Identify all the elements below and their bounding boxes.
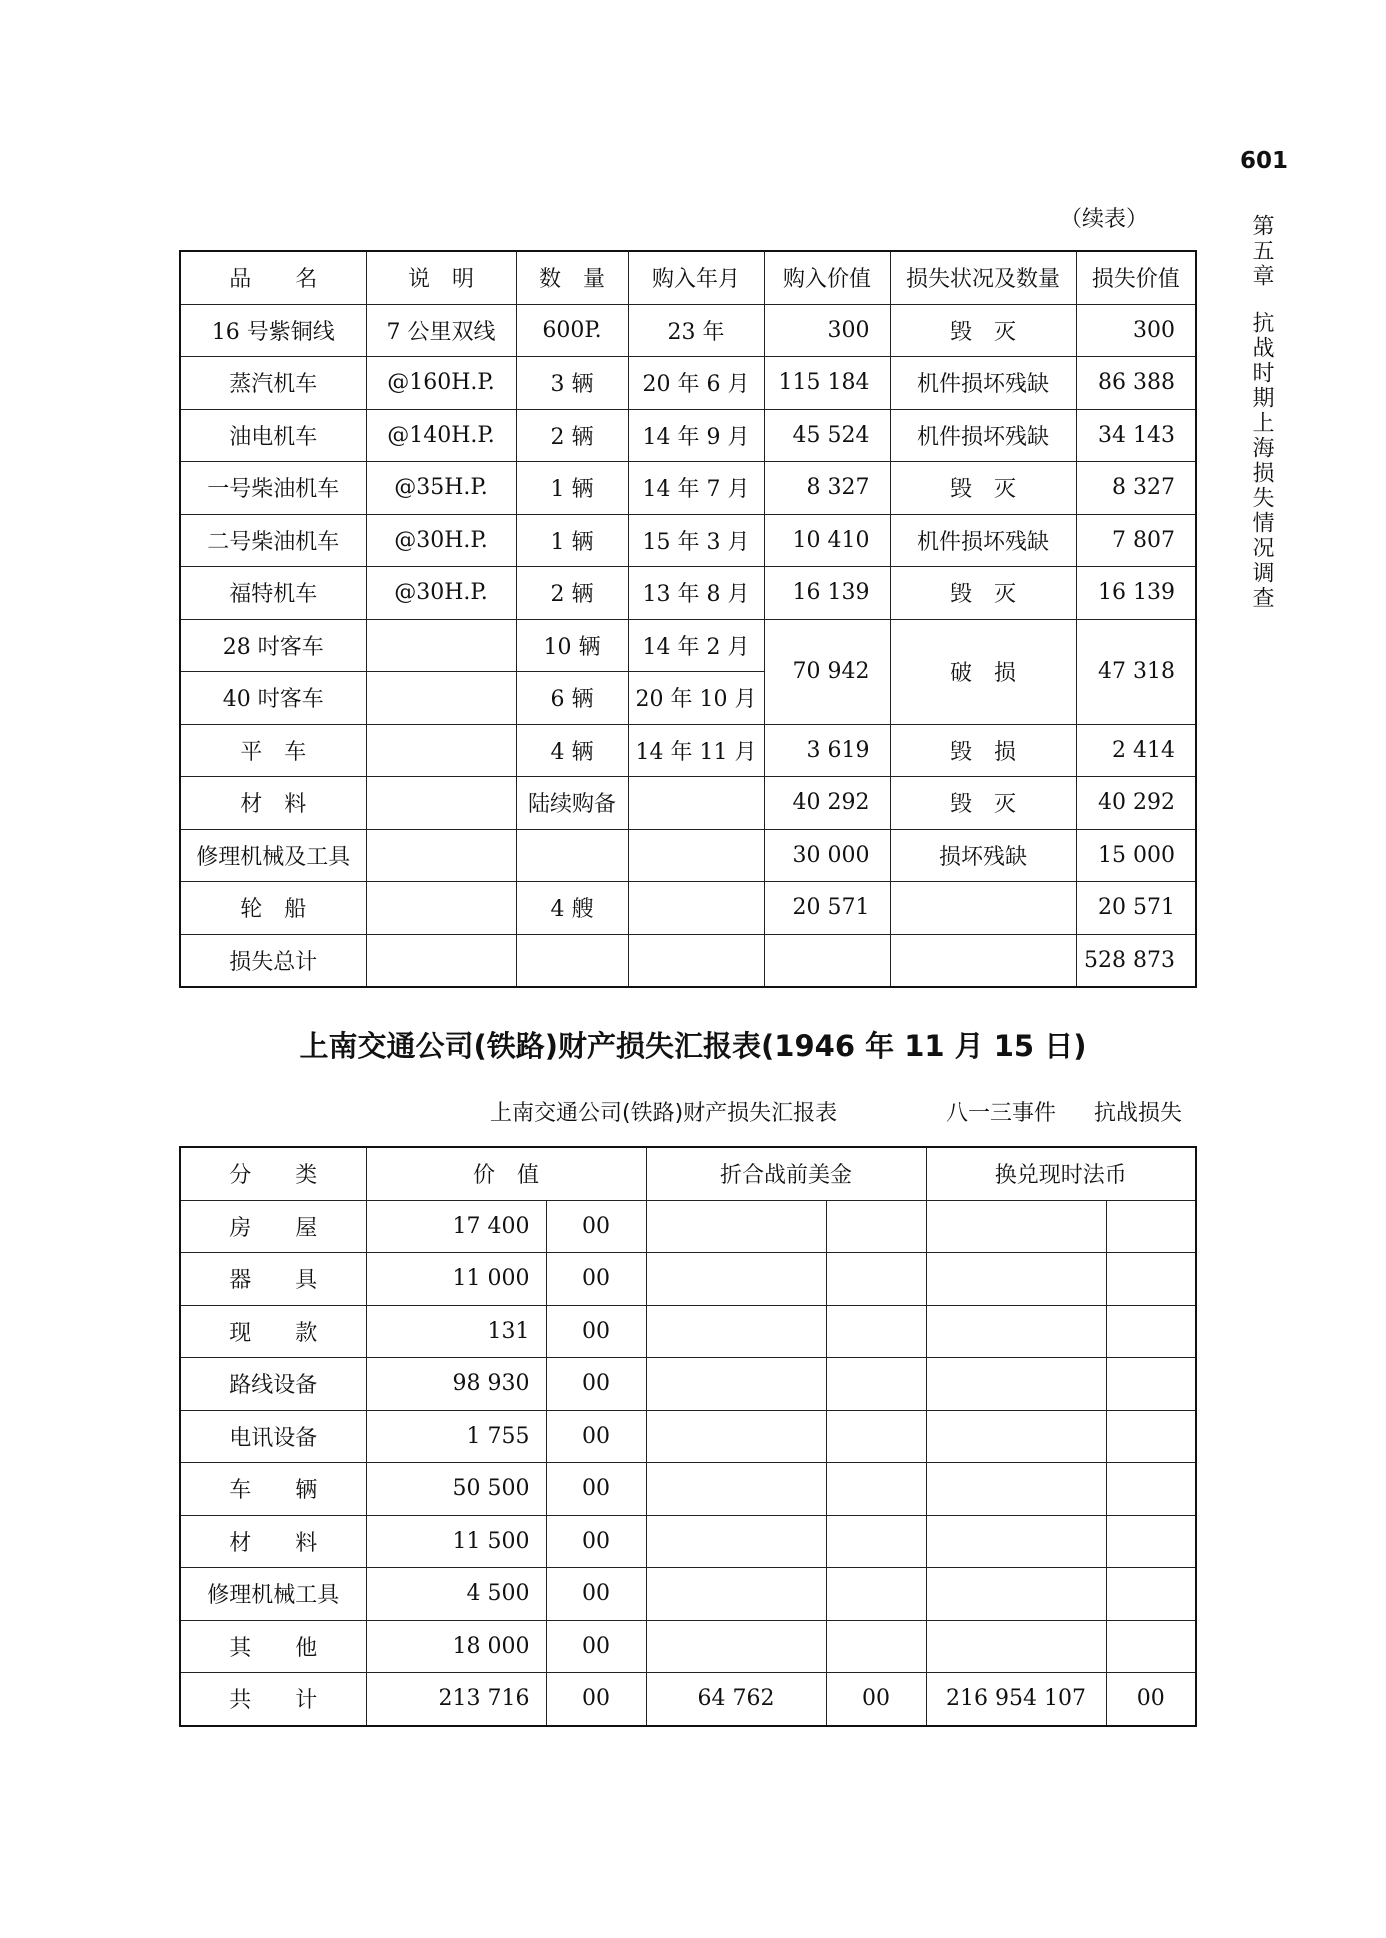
- value: 11 000: [366, 1253, 546, 1306]
- item-desc: @160H.P.: [366, 357, 516, 410]
- item-qty: [516, 934, 628, 987]
- item-desc: @35H.P.: [366, 462, 516, 515]
- usd: [646, 1200, 826, 1253]
- fabi: [926, 1463, 1106, 1516]
- fabi-cents: [1106, 1358, 1196, 1411]
- value-cents: 00: [546, 1410, 646, 1463]
- item-name: 蒸汽机车: [180, 357, 366, 410]
- value: 11 500: [366, 1515, 546, 1568]
- value-cents: 00: [546, 1200, 646, 1253]
- item-date: [628, 777, 764, 830]
- item-desc: [366, 934, 516, 987]
- usd-cents: [826, 1410, 926, 1463]
- item-qty: 1 辆: [516, 462, 628, 515]
- item-name: 轮 船: [180, 882, 366, 935]
- item-qty: 2 辆: [516, 567, 628, 620]
- item-status: [890, 882, 1076, 935]
- value-cents: 00: [546, 1620, 646, 1673]
- continued-label: （续表）: [1060, 207, 1149, 232]
- item-name: 材 料: [180, 777, 366, 830]
- item-name: 福特机车: [180, 567, 366, 620]
- fabi-cents: [1106, 1620, 1196, 1673]
- item-name: 损失总计: [180, 934, 366, 987]
- table-row: [180, 357, 1196, 410]
- item-price: 10 410: [764, 514, 890, 567]
- item-loss: 86 388: [1076, 357, 1196, 410]
- item-date: 14 年 9 月: [628, 409, 764, 462]
- item-loss: 7 807: [1076, 514, 1196, 567]
- item-price: 8 327: [764, 462, 890, 515]
- value: 1 755: [366, 1410, 546, 1463]
- item-date: [628, 829, 764, 882]
- usd: [646, 1515, 826, 1568]
- item-name: 修理机械及工具: [180, 829, 366, 882]
- item-qty: 10 辆: [516, 619, 628, 672]
- usd-cents: [826, 1620, 926, 1673]
- value: 18 000: [366, 1620, 546, 1673]
- value: 131: [366, 1305, 546, 1358]
- item-name: 油电机车: [180, 409, 366, 462]
- usd: [646, 1463, 826, 1516]
- item-qty: 600P.: [516, 304, 628, 357]
- header-item-name: 品 名: [180, 251, 366, 304]
- item-qty: 2 辆: [516, 409, 628, 462]
- fabi: 216 954 107: [926, 1673, 1106, 1726]
- item-name: 16 号紫铜线: [180, 304, 366, 357]
- header-loss-status: 损失状况及数量: [890, 251, 1076, 304]
- table-row: [180, 462, 1196, 515]
- item-status: 毁 灭: [890, 567, 1076, 620]
- item-loss: 34 143: [1076, 409, 1196, 462]
- item-desc: [366, 619, 516, 672]
- item-desc: @140H.P.: [366, 409, 516, 462]
- item-desc: [366, 672, 516, 725]
- form-subtitle: 上南交通公司(铁路)财产损失汇报表: [490, 1101, 838, 1126]
- item-desc: @30H.P.: [366, 514, 516, 567]
- category: 房 屋: [180, 1200, 366, 1253]
- item-price: 16 139: [764, 567, 890, 620]
- value-cents: 00: [546, 1673, 646, 1726]
- item-desc: [366, 882, 516, 935]
- document-title: 上南交通公司(铁路)财产损失汇报表(1946 年 11 月 15 日): [299, 1029, 1087, 1063]
- item-date: 13 年 8 月: [628, 567, 764, 620]
- fabi-cents: [1106, 1305, 1196, 1358]
- usd: [646, 1358, 826, 1411]
- item-qty: 3 辆: [516, 357, 628, 410]
- usd-cents: [826, 1253, 926, 1306]
- item-status: 机件损坏残缺: [890, 409, 1076, 462]
- item-loss: 20 571: [1076, 882, 1196, 935]
- item-name: 一号柴油机车: [180, 462, 366, 515]
- usd-cents: [826, 1463, 926, 1516]
- header-value: 价 值: [366, 1147, 646, 1200]
- header-purchase-value: 购入价值: [764, 251, 890, 304]
- usd-cents: [826, 1568, 926, 1621]
- fabi: [926, 1410, 1106, 1463]
- fabi: [926, 1200, 1106, 1253]
- item-name: 二号柴油机车: [180, 514, 366, 567]
- usd-cents: [826, 1200, 926, 1253]
- item-price: 20 571: [764, 882, 890, 935]
- item-qty: 1 辆: [516, 514, 628, 567]
- usd: [646, 1410, 826, 1463]
- table-row: [180, 304, 1196, 357]
- usd: [646, 1568, 826, 1621]
- category: 共 计: [180, 1673, 366, 1726]
- item-status: 毁 灭: [890, 777, 1076, 830]
- usd: [646, 1305, 826, 1358]
- item-date: [628, 882, 764, 935]
- table-row: [180, 1410, 1196, 1463]
- fabi: [926, 1305, 1106, 1358]
- item-status: 毁 灭: [890, 462, 1076, 515]
- item-date: [628, 934, 764, 987]
- table-header-row: [180, 1147, 1196, 1200]
- category-tag: 抗战损失: [1094, 1101, 1183, 1126]
- loss-summary-table: [179, 1146, 1197, 1727]
- value: 17 400: [366, 1200, 546, 1253]
- total-row: [180, 1673, 1196, 1726]
- fabi: [926, 1568, 1106, 1621]
- table-row: [180, 829, 1196, 882]
- item-status: 机件损坏残缺: [890, 357, 1076, 410]
- header-category: 分 类: [180, 1147, 366, 1200]
- item-loss: 528 873: [1076, 934, 1196, 987]
- table-header-row: [180, 251, 1196, 304]
- table-row: [180, 1568, 1196, 1621]
- item-name: 40 吋客车: [180, 672, 366, 725]
- table-row: [180, 619, 1196, 672]
- table-row: [180, 1515, 1196, 1568]
- item-desc: 7 公里双线: [366, 304, 516, 357]
- item-qty: [516, 829, 628, 882]
- category: 车 辆: [180, 1463, 366, 1516]
- table-row: [180, 1253, 1196, 1306]
- fabi: [926, 1515, 1106, 1568]
- page-number: 601: [1240, 148, 1289, 174]
- item-status: 机件损坏残缺: [890, 514, 1076, 567]
- value-cents: 00: [546, 1305, 646, 1358]
- fabi-cents: 00: [1106, 1673, 1196, 1726]
- table-row: [180, 567, 1196, 620]
- category: 器 具: [180, 1253, 366, 1306]
- usd: [646, 1253, 826, 1306]
- chapter-title: 抗战时期上海损失情况调查: [1249, 311, 1274, 611]
- header-current-fabi: 换兑现时法币: [926, 1147, 1196, 1200]
- table-row: [180, 882, 1196, 935]
- item-loss: 47 318: [1076, 619, 1196, 724]
- item-loss: 40 292: [1076, 777, 1196, 830]
- usd-cents: [826, 1305, 926, 1358]
- fabi-cents: [1106, 1253, 1196, 1306]
- fabi: [926, 1620, 1106, 1673]
- header-loss-value: 损失价值: [1076, 251, 1196, 304]
- item-qty: 陆续购备: [516, 777, 628, 830]
- value: 50 500: [366, 1463, 546, 1516]
- usd: [646, 1620, 826, 1673]
- category: 现 款: [180, 1305, 366, 1358]
- value-cents: 00: [546, 1463, 646, 1516]
- item-qty: 6 辆: [516, 672, 628, 725]
- item-date: 15 年 3 月: [628, 514, 764, 567]
- item-status: [890, 934, 1076, 987]
- usd: 64 762: [646, 1673, 826, 1726]
- category: 材 料: [180, 1515, 366, 1568]
- item-date: 14 年 2 月: [628, 619, 764, 672]
- header-prewar-usd: 折合战前美金: [646, 1147, 926, 1200]
- event-tag: 八一三事件: [946, 1101, 1057, 1126]
- usd-cents: [826, 1515, 926, 1568]
- table-row: [180, 1463, 1196, 1516]
- table-row: [180, 1620, 1196, 1673]
- item-loss: 15 000: [1076, 829, 1196, 882]
- item-price: [764, 934, 890, 987]
- fabi-cents: [1106, 1515, 1196, 1568]
- running-header: [1250, 214, 1272, 611]
- header-purchase-date: 购入年月: [628, 251, 764, 304]
- value-cents: 00: [546, 1568, 646, 1621]
- table-row: [180, 777, 1196, 830]
- item-price: 45 524: [764, 409, 890, 462]
- fabi-cents: [1106, 1410, 1196, 1463]
- value-cents: 00: [546, 1358, 646, 1411]
- item-desc: @30H.P.: [366, 567, 516, 620]
- item-price: 40 292: [764, 777, 890, 830]
- item-status: 破 损: [890, 619, 1076, 724]
- value: 213 716: [366, 1673, 546, 1726]
- header-quantity: 数 量: [516, 251, 628, 304]
- item-loss: 2 414: [1076, 724, 1196, 777]
- table-row: [180, 409, 1196, 462]
- category: 电讯设备: [180, 1410, 366, 1463]
- item-price: 70 942: [764, 619, 890, 724]
- fabi: [926, 1253, 1106, 1306]
- value-cents: 00: [546, 1515, 646, 1568]
- loss-detail-table: [179, 250, 1197, 988]
- category: 路线设备: [180, 1358, 366, 1411]
- item-desc: [366, 724, 516, 777]
- fabi-cents: [1106, 1200, 1196, 1253]
- item-price: 300: [764, 304, 890, 357]
- chapter-label: 第五章: [1249, 214, 1274, 289]
- item-status: 毁 灭: [890, 304, 1076, 357]
- usd-cents: [826, 1358, 926, 1411]
- total-row: [180, 934, 1196, 987]
- value: 4 500: [366, 1568, 546, 1621]
- item-status: 毁 损: [890, 724, 1076, 777]
- item-qty: 4 艘: [516, 882, 628, 935]
- table-row: [180, 514, 1196, 567]
- item-loss: 8 327: [1076, 462, 1196, 515]
- item-name: 28 吋客车: [180, 619, 366, 672]
- table-row: [180, 1358, 1196, 1411]
- item-loss: 16 139: [1076, 567, 1196, 620]
- usd-cents: 00: [826, 1673, 926, 1726]
- item-status: 损坏残缺: [890, 829, 1076, 882]
- item-price: 30 000: [764, 829, 890, 882]
- item-name: 平 车: [180, 724, 366, 777]
- fabi: [926, 1358, 1106, 1411]
- item-price: 115 184: [764, 357, 890, 410]
- fabi-cents: [1106, 1568, 1196, 1621]
- item-date: 20 年 6 月: [628, 357, 764, 410]
- item-date: 14 年 7 月: [628, 462, 764, 515]
- category: 修理机械工具: [180, 1568, 366, 1621]
- table-row: [180, 1200, 1196, 1253]
- item-date: 23 年: [628, 304, 764, 357]
- item-date: 20 年 10 月: [628, 672, 764, 725]
- item-price: 3 619: [764, 724, 890, 777]
- item-loss: 300: [1076, 304, 1196, 357]
- category: 其 他: [180, 1620, 366, 1673]
- value: 98 930: [366, 1358, 546, 1411]
- header-description: 说 明: [366, 251, 516, 304]
- item-desc: [366, 777, 516, 830]
- item-desc: [366, 829, 516, 882]
- value-cents: 00: [546, 1253, 646, 1306]
- table-row: [180, 724, 1196, 777]
- item-qty: 4 辆: [516, 724, 628, 777]
- table-row: [180, 1305, 1196, 1358]
- fabi-cents: [1106, 1463, 1196, 1516]
- item-date: 14 年 11 月: [628, 724, 764, 777]
